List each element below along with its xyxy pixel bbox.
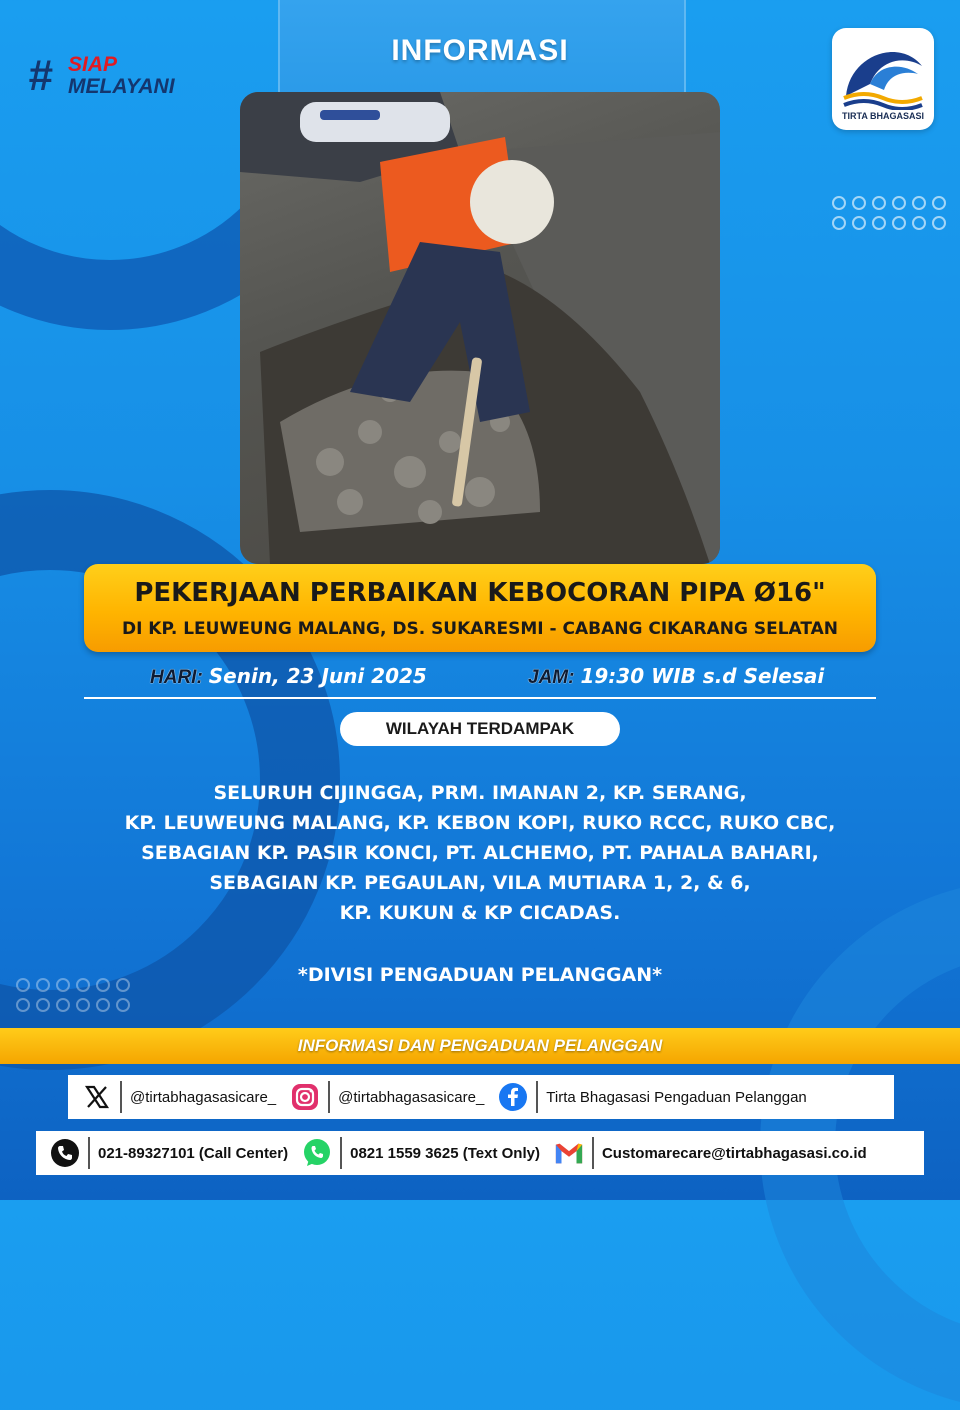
affected-area-line: SEBAGIAN KP. PASIR KONCI, PT. ALCHEMO, PT. PAHALA BAHARI, [141,842,819,864]
contact-item-facebook[interactable] [484,1075,806,1119]
time-value: 19:30 WIB s.d Selesai [580,664,825,688]
contact-text: @tirtabhagasasicare_ [338,1088,485,1106]
separator [88,1137,90,1169]
signoff: *DIVISI PENGADUAN PELANGGAN* [297,964,663,986]
separator [340,1137,342,1169]
time-label: JAM: [528,667,575,688]
banner-subtitle: DI KP. LEUWEUNG MALANG, DS. SUKARESMI - CABANG CIKARANG SELATAN [121,619,839,639]
affected-area-list [80,778,880,928]
affected-area-label: WILAYAH TERDAMPAK [340,712,620,746]
affected-area-line: SELURUH CIJINGGA, PRM. IMANAN 2, KP. SERANG, [213,782,747,804]
facebook-icon [498,1082,528,1112]
siap-melayani-tag [28,52,198,104]
instagram-icon [290,1082,320,1112]
whatsapp-icon [302,1138,332,1168]
tag-line-1: SIAP [68,53,118,76]
contact-item-phone[interactable] [36,1131,288,1175]
x-icon [82,1082,112,1112]
contact-text: 021-89327101 (Call Center) [98,1144,289,1162]
title-banner [84,564,876,652]
tag-line-2: MELAYANI [68,75,175,98]
separator [536,1081,538,1113]
tag-hash: # [28,51,53,100]
day-label: HARI: [150,667,203,688]
separator [592,1137,594,1169]
page-title: INFORMASI [391,34,569,67]
social-contact-row [68,1075,894,1119]
decor-dots-top-right [832,196,946,230]
contact-text: Customarecare@tirtabhagasasi.co.id [601,1144,867,1162]
gmail-icon [554,1138,584,1168]
schedule-time [528,664,824,689]
contact-item-instagram[interactable] [276,1075,484,1119]
work-photo [240,92,720,564]
separator [328,1081,330,1113]
schedule-day [150,664,427,689]
phone-icon [50,1138,80,1168]
contact-text: 0821 1559 3625 (Text Only) [350,1144,540,1162]
company-logo [832,28,934,130]
direct-contact-row [36,1131,924,1175]
affected-area-line: KP. LEUWEUNG MALANG, KP. KEBON KOPI, RUKO RCCC, RUKO CBC, [124,812,836,834]
affected-area-line: KP. KUKUN & KP CICADAS. [339,902,621,924]
logo-caption: TIRTA BHAGASASI [842,111,924,121]
affected-area-line: SEBAGIAN KP. PEGAULAN, VILA MUTIARA 1, 2, & 6, [209,872,751,894]
wave-logo-icon [840,34,926,110]
separator [120,1081,122,1113]
divider [84,697,876,699]
banner-title: PEKERJAAN PERBAIKAN KEBOCORAN PIPA Ø16" [134,578,826,608]
contact-text: Tirta Bhagasasi Pengaduan Pelanggan [546,1088,807,1106]
footer-title: INFORMASI DAN PENGADUAN PELANGGAN [297,1036,663,1055]
day-value: Senin, 23 Juni 2025 [208,664,427,688]
contact-item-whatsapp[interactable] [288,1131,540,1175]
contact-item-x[interactable] [68,1075,276,1119]
contact-item-email[interactable] [540,1131,867,1175]
contact-text: @tirtabhagasasicare_ [130,1088,277,1106]
